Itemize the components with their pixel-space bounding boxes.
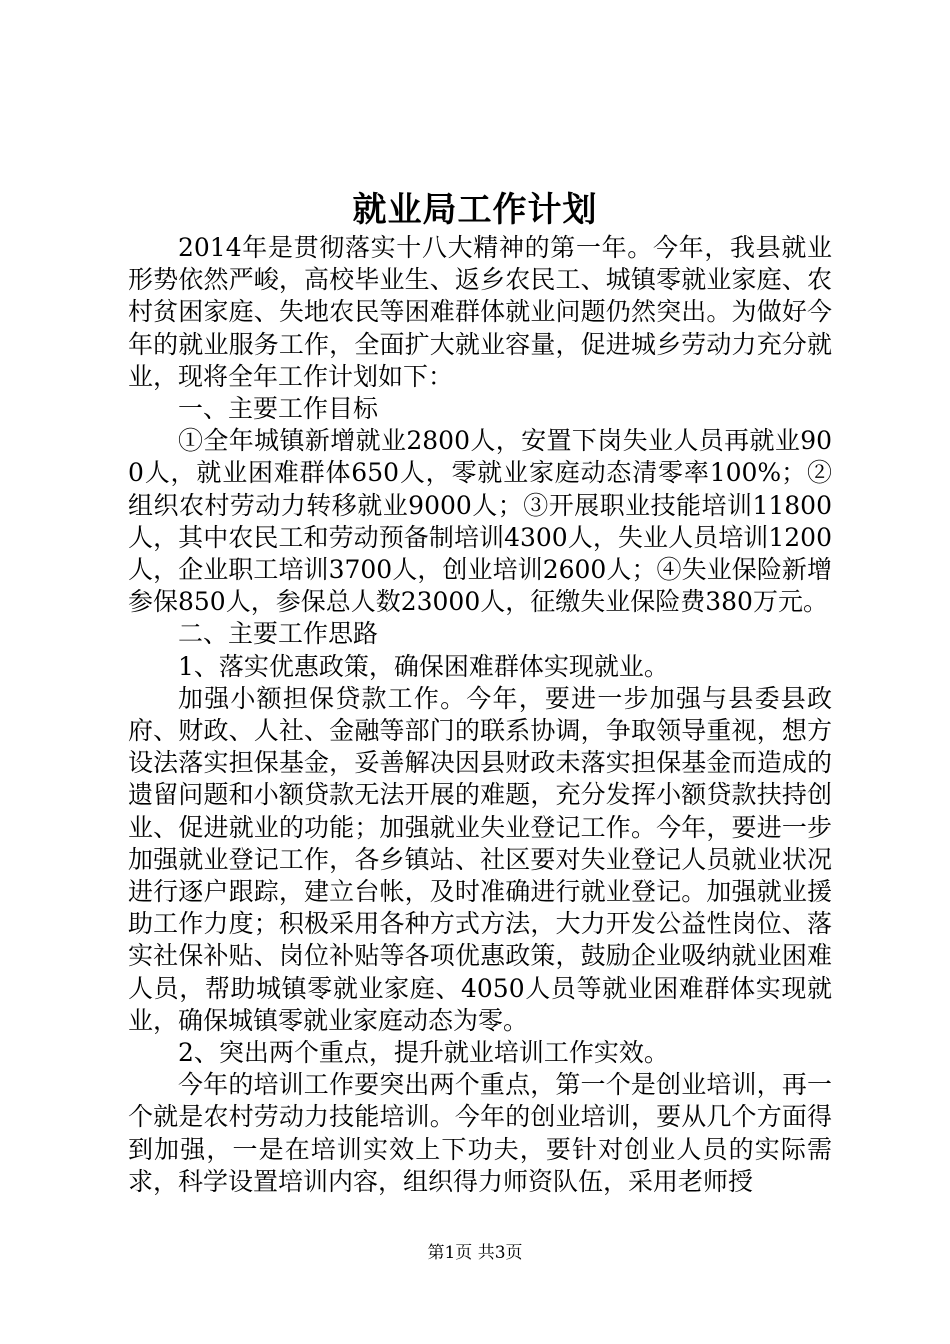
- section-heading-goals: 一、主要工作目标: [178, 394, 379, 424]
- section-heading-approach: 二、主要工作思路: [178, 619, 379, 649]
- paragraph-policy: 加强小额担保贷款工作。今年，要进一步加强与县委县政府、财政、人社、金融等部门的联系协调，争取领导重视，想方设法落实担保基金，妥善解决因县财政未落实担保基金而造成的遗留问题和小额贷款无法开展的难题，充分发挥小额贷款扶持创业、促进就业的功能；加强就业失业登记工作。今年，要进一步加强就业登记工作，各乡镇站、社区要对失业登记人员就业状况进行逐户跟踪，建立台帐，及时准确进行就业登记。加强就业援助工作力度；积极采用各种方式方法，大力开发公益性岗位、落实社保补贴、岗位补贴等各项优惠政策，鼓励企业吸纳就业困难人员，帮助城镇零就业家庭、4050人员等就业困难群体实现就业，确保城镇零就业家庭动态为零。: [128, 683, 832, 1035]
- subheading-policy: 1、落实优惠政策，确保困难群体实现就业。: [178, 651, 669, 681]
- page-footer: 第1页 共3页: [427, 1243, 523, 1263]
- subheading-training: 2、突出两个重点，提升就业培训工作实效。: [178, 1038, 669, 1068]
- document-body: [128, 232, 832, 1198]
- document-title: 就业局工作计划: [352, 190, 598, 230]
- paragraph-intro: 2014年是贯彻落实十八大精神的第一年。今年，我县就业形势依然严峻，高校毕业生、返乡农民工、城镇零就业家庭、农村贫困家庭、失地农民等困难群体就业问题仍然突出。为做好今年的就业服务工作，全面扩大就业容量，促进城乡劳动力充分就业，现将全年工作计划如下：: [128, 233, 832, 391]
- paragraph-training: 今年的培训工作要突出两个重点，第一个是创业培训，再一个就是农村劳动力技能培训。今年的创业培训，要从几个方面得到加强，一是在培训实效上下功夫，要针对创业人员的实际需求，科学设置培训内容，组织得力师资队伍，采用老师授: [128, 1070, 832, 1196]
- paragraph-goals: ①全年城镇新增就业2800人，安置下岗失业人员再就业900人，就业困难群体650人，零就业家庭动态清零率100%；②组织农村劳动力转移就业9000人；③开展职业技能培训11800人，其中农民工和劳动预备制培训4300人，失业人员培训1200人，企业职工培训3700人，创业培训2600人；④失业保险新增参保850人，参保总人数23000人，征缴失业保险费380万元。: [128, 426, 832, 617]
